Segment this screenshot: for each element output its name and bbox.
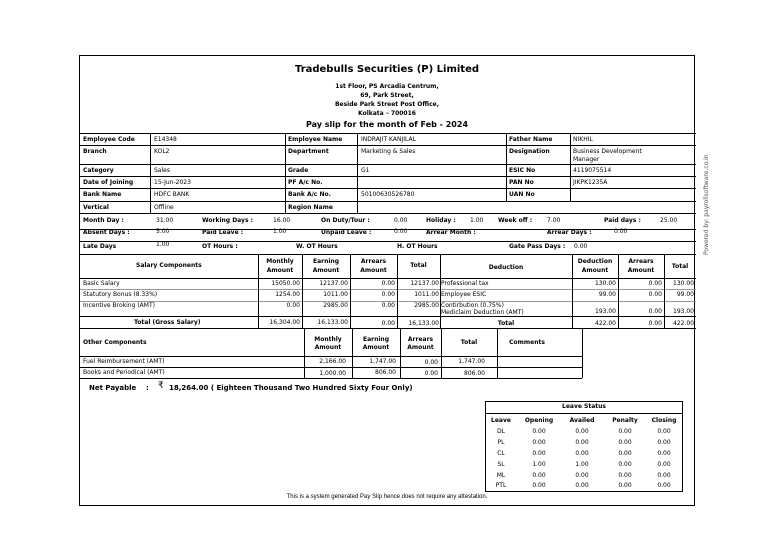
bank-account-label: Bank A/c No.	[288, 191, 331, 198]
other-total-header: Total	[460, 339, 478, 346]
rupee-icon: ₹	[158, 381, 164, 391]
arrear-days-label: Arrear Days :	[547, 229, 592, 236]
leave-row-opening: 1.00	[532, 461, 546, 468]
earning-amount-header-1: Earning	[312, 258, 339, 265]
company-name: Tradebulls Securities (P) Limited	[294, 64, 480, 75]
gross-salary-label: Total (Gross Salary)	[134, 319, 201, 326]
leave-row-opening: 0.00	[532, 482, 546, 489]
ded-arrears-header-2: Amount	[627, 267, 655, 274]
esic-value: 4119075514	[573, 167, 612, 174]
arrear-days-value: 0.00	[614, 228, 628, 235]
leave-row-penalty: 0.00	[618, 472, 632, 479]
deduction-header: Deduction	[488, 264, 524, 271]
leave-row-closing: 0.00	[657, 472, 671, 479]
deduction-row-amount: 193.00	[595, 308, 616, 315]
leave-row-opening: 0.00	[532, 472, 546, 479]
earning-row-arrears: 0.00	[381, 302, 395, 309]
leave-header-penalty: Penalty	[612, 417, 638, 424]
comments-header: Comments	[509, 339, 545, 346]
leave-row-penalty: 0.00	[618, 482, 632, 489]
working-days-value: 16.00	[273, 217, 291, 224]
other-row-earning: 1,747.00	[369, 358, 396, 365]
leave-row-opening: 0.00	[532, 428, 546, 435]
deduction-total-total: 422.00	[673, 320, 694, 327]
other-earning-header-2: Amount	[362, 344, 390, 351]
department-label: Department	[288, 148, 329, 155]
month-day-label: Month Day :	[83, 217, 124, 224]
pan-value: JIKPK1235A	[573, 179, 608, 186]
deduction-row-total: 99.00	[676, 291, 694, 298]
leave-row-availed: 0.00	[575, 450, 589, 457]
other-row-monthly: 2,166.00	[319, 358, 346, 365]
other-row-earning: 806.00	[375, 369, 396, 376]
powered-by-note: Powered by: payrollsoftware.co.in	[703, 154, 710, 255]
deduction-row-arrears: 0.00	[648, 280, 662, 287]
holiday-label: Holiday :	[426, 217, 456, 224]
earning-row-earning: 12137.00	[319, 280, 348, 287]
employee-name-label: Employee Name	[288, 136, 343, 143]
total-header: Total	[410, 262, 427, 269]
ded-arrears-header-1: Arrears	[628, 258, 654, 265]
gross-monthly: 16,304.00	[269, 319, 300, 326]
father-name-value: NIKHIL	[573, 136, 593, 143]
gate-pass-label: Gate Pass Days :	[509, 243, 566, 250]
deduction-row-name-line-1: Contirbution (0.75%)	[441, 302, 504, 309]
father-name-label: Father Name	[509, 136, 553, 143]
deduction-row-name-line-2: Mediclaim Deduction (AMT)	[441, 309, 524, 316]
gross-arrears: 0.00	[381, 320, 395, 327]
gate-pass-value: 0.00	[574, 243, 588, 250]
branch-value: KOL2	[154, 148, 170, 155]
other-arrears-header-2: Amount	[407, 344, 434, 351]
deduction-row-amount: 130.00	[595, 280, 616, 287]
uan-label: UAN No	[509, 191, 535, 198]
designation-label: Designation	[509, 148, 550, 155]
grade-label: Grade	[288, 167, 309, 174]
other-row-monthly: 1,000.00	[319, 370, 346, 377]
leave-row-type: PTL	[495, 482, 507, 489]
leave-row-type: ML	[496, 472, 506, 479]
net-payable-label: Net Payable	[89, 384, 137, 392]
w-ot-hours-label: W. OT Hours	[296, 243, 338, 250]
leave-row-availed: 0.00	[575, 482, 589, 489]
payslip	[79, 55, 695, 506]
monthly-amount-header-1: Monthly	[266, 258, 294, 265]
leave-row-closing: 0.00	[657, 439, 671, 446]
doj-value: 15-Jun-2023	[154, 179, 191, 186]
leave-header-availed: Availed	[569, 417, 595, 424]
bank-name-label: Bank Name	[83, 191, 122, 198]
designation-value-line-1: Business Development	[573, 148, 642, 155]
doj-label: Date of Joining	[83, 179, 134, 186]
unpaid-leave-value: 0.00	[394, 228, 408, 235]
month-day-value: 31.00	[156, 217, 174, 224]
deduction-row-name: Employee ESIC	[441, 291, 487, 298]
leave-row-type: CL	[497, 450, 505, 457]
other-monthly-header-1: Monthly	[314, 336, 342, 343]
leave-row-closing: 0.00	[657, 450, 671, 457]
vertical-label: Vertical	[83, 204, 109, 211]
region-label: Region Name	[288, 204, 333, 211]
earning-row-earning: 2985.00	[323, 302, 348, 309]
category-value: Sales	[154, 167, 170, 174]
arrears-amount-header-1: Arrears	[360, 258, 387, 265]
branch-label: Branch	[83, 148, 107, 155]
designation-value-line-2: Manager	[573, 156, 600, 163]
leave-row-availed: 0.00	[575, 428, 589, 435]
leave-row-opening: 0.00	[532, 450, 546, 457]
bank-account-value: 50100630526780	[361, 191, 415, 198]
leave-row-type: DL	[497, 428, 505, 435]
onduty-value: 0.00	[394, 217, 408, 224]
deduction-total-label: Total	[497, 320, 515, 327]
vertical-value: Offline	[154, 204, 174, 211]
deduction-total-arrears: 0.00	[648, 320, 662, 327]
other-row-name: Books and Periodical (AMT)	[83, 369, 165, 376]
other-row-name: Fuel Reimbursement (AMT)	[83, 358, 165, 365]
leave-row-opening: 0.00	[532, 439, 546, 446]
working-days-label: Working Days :	[202, 217, 254, 224]
holiday-value: 1.00	[470, 217, 484, 224]
other-row-arrears: 0.00	[424, 359, 438, 366]
employee-code-value: E14348	[154, 136, 177, 143]
leave-row-penalty: 0.00	[618, 461, 632, 468]
other-row-total: 806.00	[464, 370, 485, 377]
h-ot-hours-label: H. OT Hours	[397, 243, 438, 250]
gross-earning: 16,133.00	[317, 319, 348, 326]
late-days-label: Late Days	[83, 243, 117, 250]
earning-amount-header-2: Amount	[312, 267, 340, 274]
pan-label: PAN No	[509, 179, 534, 186]
leave-row-availed: 0.00	[575, 439, 589, 446]
deduction-row-total: 130.00	[673, 280, 694, 287]
other-components-header: Other Components	[83, 339, 147, 346]
absent-days-value: 5.00	[156, 228, 170, 235]
arrears-amount-header-2: Amount	[360, 267, 387, 274]
address-line-1: 1st Floor, PS Arcadia Centrum,	[335, 83, 439, 90]
monthly-amount-header-2: Amount	[266, 267, 294, 274]
paid-days-value: 25.00	[660, 217, 678, 224]
deduction-row-amount: 99.00	[598, 291, 616, 298]
address-line-3: Beside Park Street Post Office,	[334, 101, 440, 108]
pf-label: PF A/c No.	[288, 179, 323, 186]
earning-row-total: 12137.00	[410, 280, 439, 287]
footer-note: This is a system generated Pay Slip hence does not require any attestation.	[286, 494, 488, 500]
grade-value: G1	[361, 167, 370, 174]
earning-row-total: 1011.00	[414, 291, 439, 298]
net-payable-colon: :	[146, 384, 149, 392]
other-monthly-header-2: Amount	[314, 344, 342, 351]
bank-name-value: HDFC BANK	[154, 191, 190, 198]
leave-status-title: Leave Status	[562, 403, 606, 410]
gross-total: 16,133.00	[408, 320, 439, 327]
other-row-total: 1,747.00	[458, 358, 485, 365]
leave-row-penalty: 0.00	[618, 439, 632, 446]
department-value: Marketing & Sales	[361, 148, 416, 155]
leave-row-closing: 0.00	[657, 461, 671, 468]
earning-row-earning: 1011.00	[323, 291, 348, 298]
deduction-row-arrears: 0.00	[648, 308, 662, 315]
unpaid-leave-label: Unpaid Leave :	[321, 229, 372, 236]
leave-header-closing: Closing	[651, 417, 677, 424]
earning-row-name: Basic Salary	[83, 280, 120, 287]
leave-row-closing: 0.00	[657, 482, 671, 489]
earning-row-monthly: 0.00	[286, 302, 300, 309]
onduty-label: On Duty/Tour :	[321, 217, 370, 224]
esic-label: ESIC No	[509, 167, 536, 174]
leave-header-leave: Leave	[491, 417, 511, 424]
earning-row-monthly: 1254.00	[275, 291, 300, 298]
paid-leave-value: 1.00	[273, 228, 287, 235]
earning-row-monthly: 15050.00	[271, 280, 300, 287]
salary-components-header: Salary Components	[136, 262, 202, 269]
net-payable-value: 18,264.00 ( Eighteen Thousand Two Hundred Sixty Four Only)	[169, 384, 413, 392]
ot-hours-label: OT Hours :	[202, 243, 238, 250]
deduction-total: 422.00	[595, 320, 616, 327]
earning-row-name: Incentive Broking (AMT)	[83, 302, 155, 309]
employee-code-label: Employee Code	[83, 136, 135, 143]
employee-name-value: INDRAJIT KANJILAL	[361, 136, 416, 143]
late-days-value: 1.00	[156, 241, 170, 248]
category-label: Category	[83, 167, 114, 174]
address-line-2: 69, Park Street,	[360, 92, 414, 99]
paid-leave-label: Paid Leave :	[202, 229, 244, 236]
absent-days-label: Absent Days :	[83, 229, 130, 236]
other-arrears-header-1: Arrears	[407, 336, 434, 343]
leave-header-opening: Opening	[524, 417, 554, 424]
leave-row-closing: 0.00	[657, 428, 671, 435]
earning-row-name: Statutory Bonus (8.33%)	[83, 291, 158, 298]
leave-row-penalty: 0.00	[618, 450, 632, 457]
leave-row-type: PL	[497, 439, 505, 446]
payslip-title: Pay slip for the month of Feb - 2024	[305, 120, 469, 129]
ded-total-header: Total	[671, 263, 689, 270]
deduction-amount-header-2: Amount	[581, 267, 609, 274]
deduction-row-arrears: 0.00	[648, 291, 662, 298]
weekoff-value: 7.00	[547, 217, 561, 224]
leave-row-penalty: 0.00	[618, 428, 632, 435]
deduction-row-total: 193.00	[673, 308, 694, 315]
arrear-month-label: Arrear Month :	[426, 229, 476, 236]
deduction-amount-header-1: Deduction	[577, 258, 613, 265]
leave-row-type: SL	[497, 461, 505, 468]
leave-row-availed: 0.00	[575, 472, 589, 479]
deduction-row-name: Professional tax	[441, 280, 489, 287]
paid-days-label: Paid days :	[604, 217, 641, 224]
leave-row-availed: 1.00	[575, 461, 589, 468]
weekoff-label: Week off :	[498, 217, 533, 224]
earning-row-arrears: 0.00	[381, 291, 395, 298]
address-line-4: Kolkata – 700016	[358, 110, 416, 117]
other-row-arrears: 0.00	[424, 370, 438, 377]
other-earning-header-1: Earning	[362, 336, 389, 343]
earning-row-arrears: 0.00	[381, 280, 395, 287]
earning-row-total: 2985.00	[414, 302, 439, 309]
